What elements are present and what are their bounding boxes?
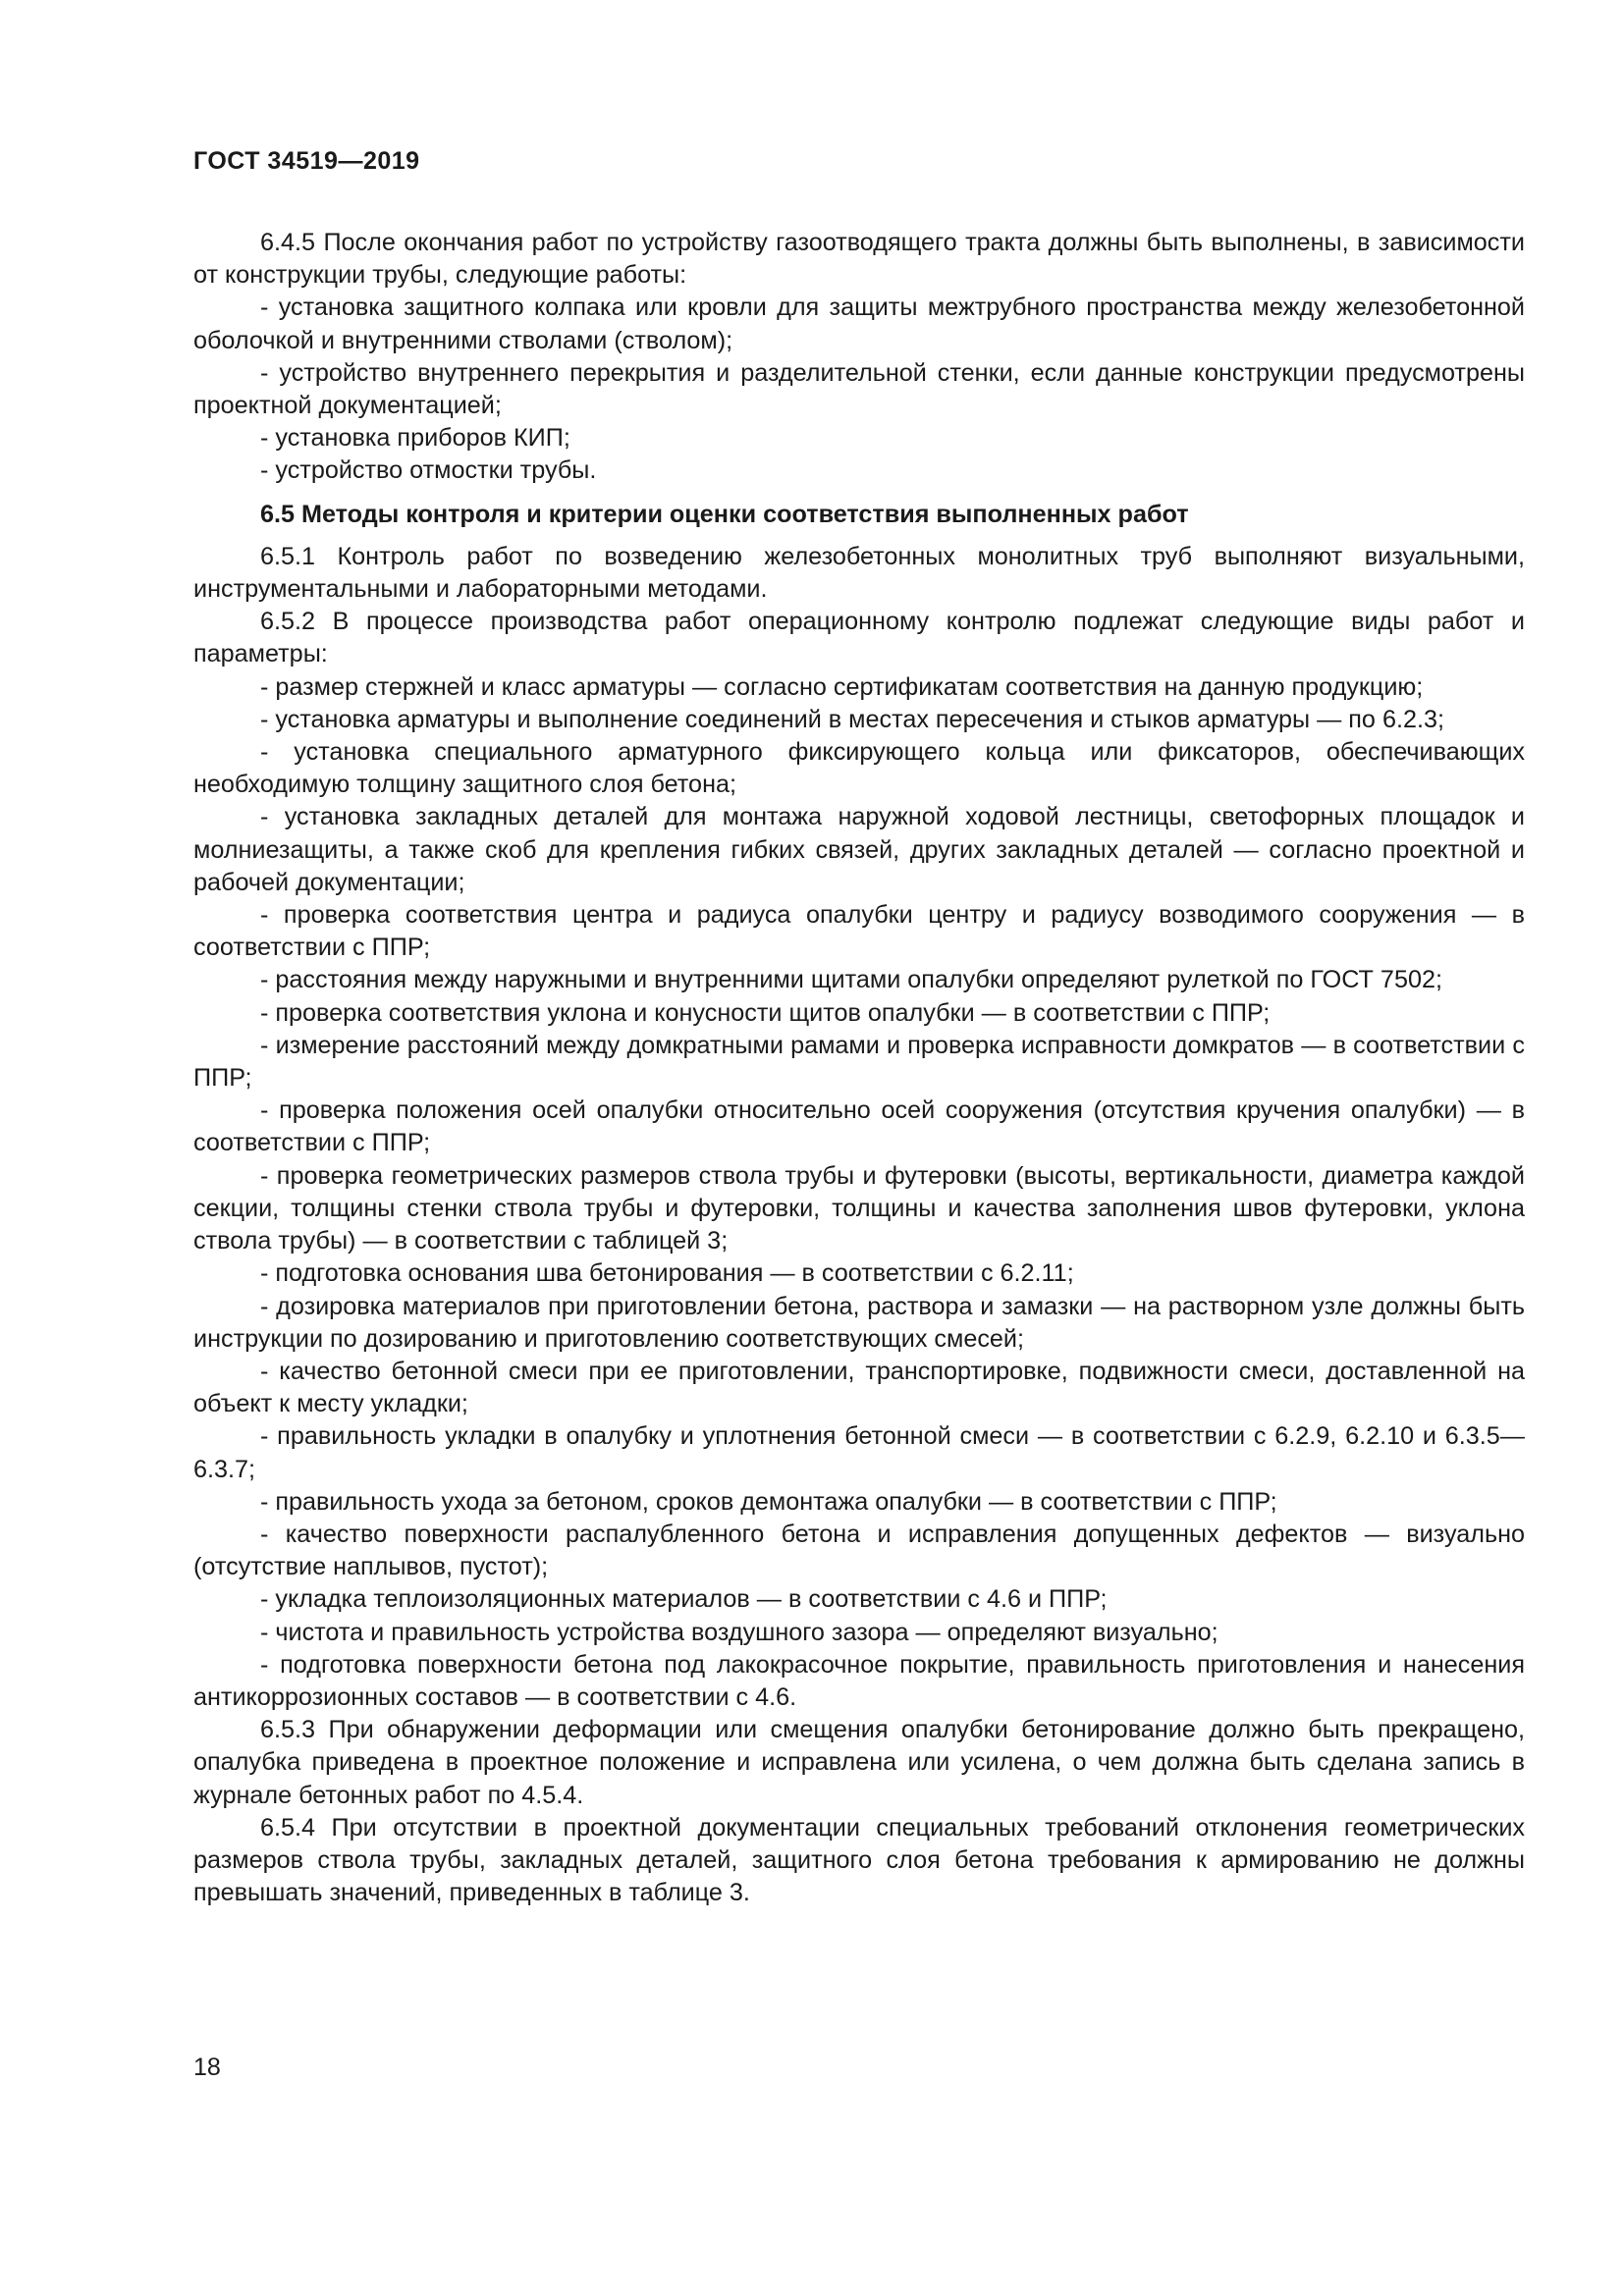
list-item: - расстояния между наружными и внутренними щитами опалубки определяют рулеткой по ГОСТ 7502;: [260, 966, 1442, 994]
paragraph-6-5-2: 6.5.2 В процессе производства работ операционному контролю подлежат следующие виды работ и параметры:: [193, 608, 1525, 668]
list-item: - чистота и правильность устройства воздушного зазора — определяют визуально;: [260, 1618, 1218, 1646]
list-item: - установка арматуры и выполнение соединений в местах пересечения и стыков арматуры — по 6.2.3;: [260, 705, 1444, 733]
page-number: 18: [193, 2054, 221, 2081]
list-item: - правильность укладки в опалубку и уплотнения бетонной смеси — в соответствии с 6.2.9, 6.2.10 и 6.3.5—6.3.7;: [193, 1422, 1525, 1483]
list-item: - устройство отмостки трубы.: [260, 456, 597, 485]
list-item: - установка приборов КИП;: [260, 424, 570, 453]
list-item: - качество бетонной смеси при ее приготовлении, транспортировке, подвижности смеси, доставленной на объект к месту укладки;: [193, 1357, 1525, 1418]
list-item: - установка защитного колпака или кровли для защиты межтрубного пространства между железобетонной оболочкой и внутренними стволами (стволом);: [193, 294, 1525, 354]
section-heading-6-5: 6.5 Методы контроля и критерии оценки соответствия выполненных работ: [260, 500, 1189, 528]
list-item: - устройство внутреннего перекрытия и разделительной стенки, если данные конструкции предусмотрены проектной документацией;: [193, 358, 1525, 420]
paragraph-6-5-3: 6.5.3 При обнаружении деформации или смещения опалубки бетонирование должно быть прекращено, опалубка приведена в проектное положение и исправлена или усилена, о чем должна быть сделана запись в журнале бетонных работ по 4.5.4.: [193, 1716, 1525, 1809]
list-item: - правильность ухода за бетоном, сроков демонтажа опалубки — в соответствии с ППР;: [260, 1487, 1277, 1516]
list-item: - установка закладных деталей для монтажа наружной ходовой лестницы, светофорных площадок и молниезащиты, а также скоб для крепления гибких связей, других закладных деталей — согласно проектной и рабочей документации;: [193, 803, 1525, 896]
list-item: - проверка соответствия уклона и конусности щитов опалубки — в соответствии с ППР;: [260, 998, 1271, 1027]
list-item: - подготовка поверхности бетона под лакокрасочное покрытие, правильность приготовления и нанесения антикоррозионных составов — в соответствии с 4.6.: [193, 1650, 1525, 1711]
list-item: - проверка геометрических размеров ствола трубы и футеровки (высоты, вертикальности, диаметра каждой секции, толщины стенки ствола трубы и футеровки, толщины и качества заполнения швов футеровки, уклона ствола трубы) — в соответствии с таблицей 3;: [193, 1161, 1525, 1255]
paragraph-6-5-4: 6.5.4 При отсутствии в проектной документации специальных требований отклонения геометрических размеров ствола трубы, закладных деталей, защитного слоя бетона требования к армированию не должны превышать значений, приведенных в таблице 3.: [193, 1813, 1525, 1907]
document-header: ГОСТ 34519—2019: [193, 147, 420, 175]
list-item: - подготовка основания шва бетонирования — в соответствии с 6.2.11;: [260, 1259, 1074, 1288]
list-item: - укладка теплоизоляционных материалов — в соответствии с 4.6 и ППР;: [260, 1585, 1108, 1614]
paragraph-6-5-1: 6.5.1 Контроль работ по возведению железобетонных монолитных труб выполняют визуальными, инструментальными и лабораторными методами.: [193, 542, 1525, 604]
list-item: - дозировка материалов при приготовлении бетона, раствора и замазки — на растворном узле должны быть инструкции по дозированию и приготовлению соответствующих смесей;: [193, 1292, 1525, 1353]
document-body: [193, 227, 1525, 1909]
list-item: - размер стержней и класс арматуры — согласно сертификатам соответствия на данную продукцию;: [260, 672, 1424, 701]
list-item: - качество поверхности распалубленного бетона и исправления допущенных дефектов — визуально (отсутствие наплывов, пустот);: [193, 1520, 1525, 1581]
list-item: - измерение расстояний между домкратными рамами и проверка исправности домкратов — в соответствии с ППР;: [193, 1031, 1525, 1093]
list-item: - проверка положения осей опалубки относительно осей сооружения (отсутствия кручения опалубки) — в соответствии с ППР;: [193, 1096, 1525, 1157]
list-item: - установка специального арматурного фиксирующего кольца или фиксаторов, обеспечивающих необходимую толщину защитного слоя бетона;: [193, 738, 1525, 799]
paragraph-6-4-5: 6.4.5 После окончания работ по устройству газоотводящего тракта должны быть выполнены, в зависимости от конструкции трубы, следующие работы:: [193, 229, 1525, 290]
list-item: - проверка соответствия центра и радиуса опалубки центру и радиусу возводимого сооружения — в соответствии с ППР;: [193, 901, 1525, 962]
